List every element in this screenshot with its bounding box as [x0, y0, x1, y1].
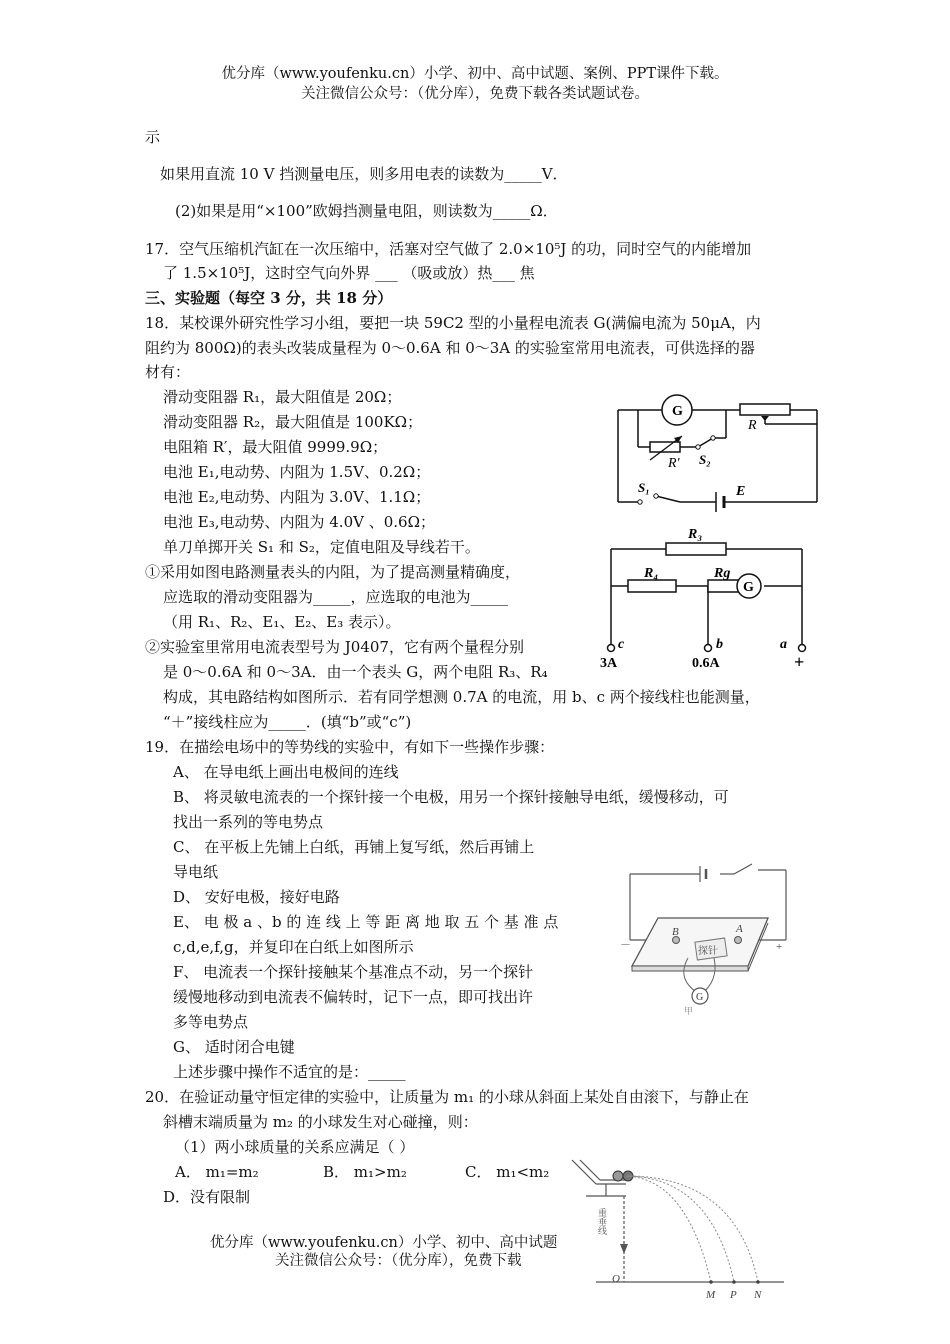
step-g: G、 适时闭合电键 [173, 1038, 295, 1056]
step-c-line-2: 导电纸 [173, 863, 219, 881]
label-g: G [743, 580, 754, 595]
label-r: R [748, 418, 757, 433]
part2-line-1: ②实验室里常用电流表型号为 J0407，它有两个量程分别 [145, 638, 524, 656]
step-d: D、 安好电极，接好电路 [173, 888, 340, 906]
option-c: C． m₁<m₂ [465, 1163, 550, 1181]
q16-line-1: 如果用直流 10 V 挡测量电压，则多用电表的读数为_____V． [160, 165, 568, 183]
equipment-e2: 电池 E₂,电动势、内阻为 3.0V、1.1Ω； [163, 488, 431, 506]
step-e-line-2: c,d,e,f,g，并复印在白纸上如图所示 [173, 938, 414, 956]
part1-line-3: （用 R₁、R₂、E₁、E₂、E₃ 表示）。 [163, 613, 401, 631]
label-n: N [754, 1289, 762, 1301]
label-3a: 3A [600, 656, 618, 671]
section-3-title: 三、实验题（每空 3 分，共 18 分） [145, 289, 393, 307]
q18-line-3: 材有： [145, 363, 191, 381]
label-b: b [716, 637, 723, 652]
equipment-e3: 电池 E₃,电动势、内阻为 4.0V 、0.6Ω； [163, 513, 436, 531]
option-a: A． m₁=m₂ [175, 1163, 259, 1181]
header-line-2: 关注微信公众号：（优分库），免费下载各类试题试卷。 [301, 86, 649, 102]
q20-line-2: 斜槽末端质量为 m₂ 的小球发生对心碰撞，则： [163, 1113, 478, 1131]
q19-title: 19．在描绘电场中的等势线的实验中，有如下一些操作步骤： [145, 738, 555, 756]
switch-icon [734, 864, 752, 874]
part2-line-2: 是 0～0.6A 和 0～3A．由一个表头 G，两个电阻 R₃、R₄ [163, 663, 548, 681]
resistor-r4 [628, 580, 676, 592]
step-e-line-1: E、 电 极 a 、b 的 连 线 上 等 距 离 地 取 五 个 基 准 点 [173, 913, 559, 931]
label-r3: R₃ [688, 527, 703, 542]
circuit-diagram-ammeter [596, 524, 816, 674]
resistor-r3 [666, 543, 726, 555]
q20-sub-1: （1）两小球质量的关系应满足（ ） [175, 1138, 415, 1156]
label-r4: R₄ [644, 566, 659, 581]
part1-line-1: ①采用如图电路测量表头的内阻，为了提高测量精确度， [145, 563, 521, 581]
footer-line-1: 优分库（www.youfenku.cn）小学、初中、高中试题 [210, 1235, 558, 1251]
label-s1: S₁ [638, 480, 650, 495]
q20-line-1: 20．在验证动量守恒定律的实验中，让质量为 m₁ 的小球从斜面上某处自由滚下，与静止在 [145, 1088, 749, 1106]
equipment-switches: 单刀单掷开关 S₁ 和 S₂，定值电阻及导线若干。 [163, 538, 480, 556]
step-c-line-1: C、 在平板上先铺上白纸，再铺上复写纸，然后再铺上 [173, 838, 535, 856]
option-d: D．没有限制 [163, 1188, 251, 1206]
label-plumb-line: 重垂线 [597, 1208, 607, 1235]
step-b-line-1: B、 将灵敏电流表的一个探针接一个电极，用另一个探针接触导电纸，缓慢移动，可 [173, 788, 729, 806]
circuit-diagram-internal-resistance [610, 392, 825, 512]
label-rg: Rg [714, 566, 731, 581]
terminal-a [799, 645, 806, 652]
label-g: G [672, 404, 683, 419]
equipment-r1: 滑动变阻器 R₁，最大阻值是 20Ω； [163, 388, 402, 406]
q17-line-1: 17．空气压缩机汽缸在一次压缩中，活塞对空气做了 2.0×10⁵J 的功，同时空气的内能增加 [145, 240, 752, 258]
label-a: A [736, 923, 743, 935]
label-probe: 探针 [698, 946, 718, 957]
q19-answer-line: 上述步骤中操作不适宜的是：_____ [173, 1063, 406, 1081]
q16-line-2: (2)如果是用“×100”欧姆挡测量电阻，则读数为_____Ω． [175, 202, 558, 220]
terminal-c [608, 645, 615, 652]
plumb-bob-icon [620, 1244, 628, 1254]
resistor-r [740, 404, 790, 415]
option-b: B． m₁>m₂ [323, 1163, 407, 1181]
equipment-e1: 电池 E₁,电动势、内阻为 1.5V、0.2Ω； [163, 463, 431, 481]
step-f-line-3: 多等电势点 [173, 1013, 249, 1031]
label-b: B [672, 926, 679, 938]
equipment-r2: 滑动变阻器 R₂，最大阻值是 100KΩ； [163, 413, 423, 431]
momentum-chute-diagram [566, 1156, 786, 1306]
label-g: G [696, 992, 704, 1003]
step-b-line-2: 找出一系列的等电势点 [173, 813, 324, 831]
step-f-line-2: 缓慢地移动到电流表不偏转时，记下一点，即可找出许 [173, 988, 534, 1006]
footer-line-2: 关注微信公众号：（优分库），免费下载 [275, 1253, 522, 1269]
step-a: A、 在导电纸上画出电极间的连线 [173, 763, 399, 781]
part2-line-4: “＋”接线柱应为_____．(填“b”或“c”) [163, 713, 412, 731]
label-plus: + [794, 652, 805, 672]
label-s2: S₂ [699, 452, 711, 467]
label-m: M [706, 1289, 716, 1301]
label-a: a [780, 637, 787, 652]
label-r-prime: R′ [668, 456, 680, 471]
label-o: O [612, 1273, 620, 1285]
label-p: P [730, 1289, 737, 1301]
header-line-1: 优分库（www.youfenku.cn）小学、初中、高中试题、案例、PPT课件下载。 [221, 66, 729, 82]
part1-line-2: 应选取的滑动变阻器为_____，应选取的电池为_____ [163, 588, 509, 606]
text-line: 示 [145, 128, 161, 146]
resistor-box-r-prime [650, 442, 680, 452]
ball-m1 [613, 1171, 623, 1181]
label-06a: 0.6A [692, 656, 720, 671]
q18-line-2: 阻约为 800Ω)的表头改装成量程为 0～0.6A 和 0～3A 的实验室常用电流表，可供选择的器 [145, 339, 755, 357]
label-c: c [618, 637, 625, 652]
label-minus: － [620, 939, 631, 951]
q18-line-1: 18．某校课外研究性学习小组，要把一块 59C2 型的小量程电流表 G(满偏电流为 50μA，内 [145, 314, 761, 332]
figure-caption: 甲 [684, 1006, 694, 1016]
electrode-a [735, 937, 742, 944]
label-plus: + [776, 941, 783, 953]
equipment-rbox: 电阻箱 R′，最大阻值 9999.9Ω； [163, 438, 388, 456]
step-f-line-1: F、 电流表一个探针接触某个基准点不动，另一个探针 [173, 963, 534, 981]
equipotential-apparatus-diagram [618, 858, 798, 1018]
terminal-b [705, 645, 712, 652]
label-e: E [736, 484, 746, 499]
part2-line-3: 构成，其电路结构如图所示．若有同学想测 0.7A 的电流，用 b、c 两个接线柱也能测量， [163, 688, 760, 706]
q17-line-2: 了 1.5×10⁵J，这时空气向外界 ___ （吸或放）热___ 焦 [163, 264, 535, 282]
